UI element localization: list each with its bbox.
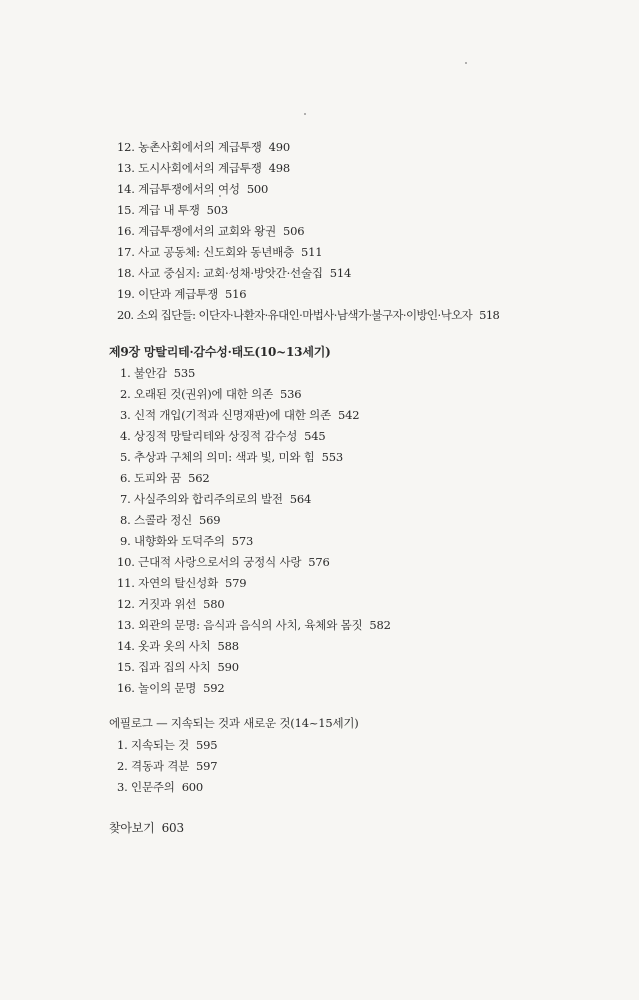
index-title: 찾아보기 (109, 821, 155, 835)
toc-entry (120, 513, 220, 527)
entry-number: 3. (120, 408, 131, 422)
entry-title: 소외 집단들: 이단자·나환자·유대인·마법사·남색가·불구자·이방인·낙오자 (136, 308, 473, 322)
entry-title: 추상과 구체의 의미: 색과 빛, 미와 힘 (134, 450, 315, 464)
entry-number: 20. (117, 308, 134, 322)
entry-title: 격동과 격분 (131, 759, 190, 773)
entry-page: 516 (225, 287, 247, 301)
entry-number: 16. (117, 224, 135, 238)
entry-title: 인문주의 (131, 780, 175, 794)
toc-entry (117, 738, 217, 752)
entry-number: 3. (117, 780, 128, 794)
entry-title: 집과 집의 사치 (138, 660, 211, 674)
entry-page: 545 (304, 429, 326, 443)
entry-page: 511 (301, 245, 323, 259)
entry-number: 8. (120, 513, 131, 527)
entry-number: 15. (117, 660, 135, 674)
entry-number: 17. (117, 245, 135, 259)
speck-mark (304, 113, 306, 115)
toc-entry (117, 224, 304, 238)
epilogue-heading: 에필로그 — 지속되는 것과 새로운 것(14~15세기) (109, 716, 359, 730)
entry-page: 590 (217, 660, 239, 674)
toc-entry (117, 182, 268, 196)
index-entry (109, 821, 184, 836)
entry-number: 14. (117, 182, 135, 196)
entry-page: 576 (308, 555, 330, 569)
entry-title: 계급투쟁에서의 교회와 왕권 (138, 224, 276, 238)
entry-page: 562 (188, 471, 210, 485)
entry-title: 거짓과 위선 (138, 597, 197, 611)
toc-entry (120, 492, 311, 506)
toc-entry (117, 597, 225, 611)
entry-number: 1. (120, 366, 131, 380)
entry-page: 506 (283, 224, 305, 238)
entry-page: 535 (173, 366, 196, 380)
toc-entry (120, 408, 359, 422)
entry-page: 542 (337, 408, 360, 422)
toc-entry (117, 266, 351, 280)
toc-entry (120, 366, 195, 380)
entry-number: 2. (120, 387, 131, 401)
entry-page: 588 (217, 639, 239, 653)
entry-title: 불안감 (134, 366, 167, 380)
entry-page: 536 (279, 387, 302, 401)
speck-mark (465, 62, 467, 64)
entry-page: 490 (268, 140, 290, 154)
entry-page: 580 (203, 597, 225, 611)
entry-title: 내향화와 도덕주의 (134, 534, 225, 548)
toc-entry (117, 287, 246, 301)
entry-title: 옷과 옷의 사치 (138, 639, 211, 653)
entry-title: 사교 중심지: 교회·성채·방앗간·선술집 (138, 266, 323, 280)
entry-number: 19. (117, 287, 135, 301)
entry-number: 6. (120, 471, 131, 485)
entry-page: 582 (369, 618, 391, 632)
entry-page: 498 (268, 161, 290, 175)
entry-title: 놀이의 문명 (138, 681, 197, 695)
entry-number: 11. (117, 576, 135, 590)
entry-page: 597 (196, 759, 218, 773)
entry-page: 503 (206, 203, 228, 217)
entry-title: 계급 내 투쟁 (138, 203, 200, 217)
entry-page: 600 (181, 780, 204, 794)
entry-page: 553 (321, 450, 343, 464)
toc-entry (117, 759, 217, 773)
entry-number: 1. (117, 738, 128, 752)
entry-title: 스콜라 정신 (134, 513, 193, 527)
toc-entry (120, 534, 253, 548)
entry-page: 564 (289, 492, 312, 506)
entry-title: 사실주의와 합리주의로의 발전 (134, 492, 283, 506)
toc-entry (117, 780, 203, 794)
entry-number: 10. (117, 555, 135, 569)
entry-title: 자연의 탈신성화 (138, 576, 218, 590)
entry-number: 13. (117, 161, 135, 175)
entry-number: 12. (117, 140, 135, 154)
toc-entry (117, 639, 239, 653)
toc-entry (117, 140, 290, 154)
entry-number: 4. (120, 429, 131, 443)
entry-page: 592 (203, 681, 225, 695)
entry-page: 518 (479, 308, 500, 322)
toc-entry (117, 161, 290, 175)
entry-title: 외관의 문명: 음식과 음식의 사치, 육체와 몸짓 (138, 618, 363, 632)
toc-entry (117, 203, 228, 217)
entry-title: 이단과 계급투쟁 (138, 287, 218, 301)
entry-page: 573 (231, 534, 254, 548)
entry-title: 오래된 것(권위)에 대한 의존 (134, 387, 273, 401)
entry-title: 도피와 꿈 (134, 471, 182, 485)
chapter-heading: 제9장 망탈리테·감수성·태도(10~13세기) (109, 345, 331, 359)
entry-number: 18. (117, 266, 135, 280)
entry-number: 7. (120, 492, 131, 506)
toc-entry (117, 245, 322, 259)
entry-number: 14. (117, 639, 135, 653)
entry-number: 12. (117, 597, 135, 611)
toc-entry (120, 471, 210, 485)
entry-title: 상징적 망탈리테와 상징적 감수성 (134, 429, 298, 443)
toc-entry (117, 618, 391, 632)
entry-number: 15. (117, 203, 135, 217)
entry-page: 595 (196, 738, 218, 752)
entry-title: 계급투쟁에서의 여성 (138, 182, 240, 196)
toc-entry (117, 681, 225, 695)
toc-entry (117, 576, 246, 590)
entry-number: 9. (120, 534, 131, 548)
index-page: 603 (161, 821, 184, 835)
entry-number: 5. (120, 450, 131, 464)
entry-title: 근대적 사랑으로서의 궁정식 사랑 (138, 555, 302, 569)
entry-title: 농촌사회에서의 계급투쟁 (138, 140, 262, 154)
toc-entry (120, 387, 301, 401)
entry-title: 신적 개입(기적과 신명재판)에 대한 의존 (134, 408, 331, 422)
entry-page: 500 (246, 182, 269, 196)
toc-entry (120, 450, 343, 464)
toc-entry (117, 660, 239, 674)
entry-page: 569 (199, 513, 221, 527)
toc-entry (117, 308, 499, 322)
entry-number: 16. (117, 681, 135, 695)
entry-title: 도시사회에서의 계급투쟁 (138, 161, 262, 175)
entry-page: 579 (225, 576, 247, 590)
entry-number: 2. (117, 759, 128, 773)
entry-title: 지속되는 것 (131, 738, 190, 752)
toc-entry (120, 429, 326, 443)
entry-number: 13. (117, 618, 135, 632)
entry-page: 514 (329, 266, 352, 280)
toc-entry (117, 555, 330, 569)
entry-title: 사교 공동체: 신도회와 동년배층 (138, 245, 295, 259)
